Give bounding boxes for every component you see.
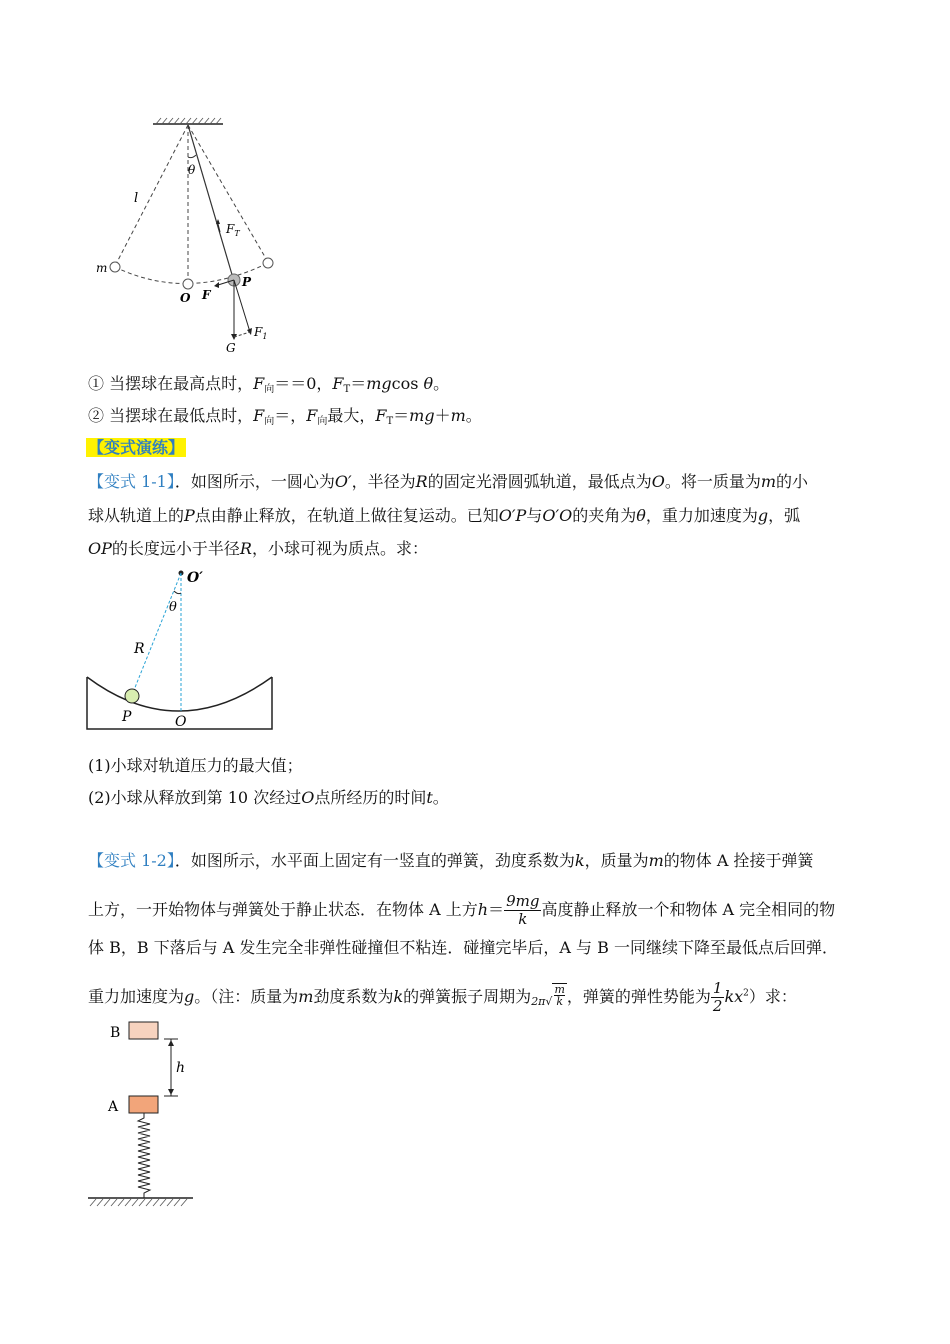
label-m: m (96, 261, 108, 275)
v12-line4: 重力加速度为g。（注：质量为m劲度系数为k的弹簧振子周期为2π√ $\frac{m}{k}$ ，弹簧的弹性势能为 $\frac{1}{2}$ $kx^2$）求： (88, 979, 797, 1015)
label-o2: O (175, 714, 187, 730)
label-theta: θ (188, 163, 196, 177)
label-o: O (180, 291, 191, 305)
line-lowest-point: ② 当摆球在最低点时，$F_向=$，$F_向$最大，$F_T=mg+m$。 (88, 406, 482, 427)
label-b: B (110, 1025, 121, 1041)
arc-track-figure (84, 565, 284, 735)
label-g: G (226, 341, 236, 355)
label-l: l (134, 191, 139, 206)
fraction-9mg-k: $\frac{9mg}{k}$ (506, 892, 540, 928)
fraction-half: $\frac{1}{2}$ (712, 979, 723, 1015)
v11-label: 【变式 1-1】 (88, 472, 175, 491)
label-r: R (134, 641, 145, 657)
label-f: F (202, 288, 211, 302)
v12-label: 【变式 1-2】 (88, 851, 175, 870)
label-a: A (108, 1099, 119, 1115)
label-theta2: θ (169, 600, 177, 615)
pendulum-figure (88, 112, 298, 357)
v11-line2: 球从轨道上的P点由静止释放，在轨道上做往复运动。已知O′P与O′O的夹角为θ，重力加速度为g，弧 (88, 506, 801, 525)
v11-question1: (1)小球对轨道压力的最大值； (88, 756, 303, 775)
v12-line3: 体 B，B 下落后与 A 发生完全非弹性碰撞但不粘连．碰撞完毕后，A 与 B 一同继续下降至最低点后回弹． (88, 938, 838, 957)
label-f1: $F_1$ (254, 325, 268, 341)
v11-question2: (2)小球从释放到第 10 次经过O点所经历的时间t。 (88, 788, 449, 807)
v12-line2: 上方，一开始物体与弹簧处于静止状态．在物体 A 上方h＝ $\frac{9mg}{k}$ 高度静止释放一个和物体 A 完全相同的物 (88, 892, 836, 928)
label-oprime: O′ (187, 570, 203, 586)
spring-figure (88, 1018, 228, 1213)
label-p: P (242, 275, 252, 289)
line-highest-point: ① 当摆球在最高点时，$F_向==0$，$F_T=mgcos$ θ。 (88, 374, 450, 395)
section-title: 【变式演练】 (88, 438, 185, 457)
period-formula: 2π√ $\frac{m}{k}$ (531, 982, 565, 1008)
label-p2: P (122, 709, 132, 725)
v11-line1: 【变式 1-1】．如图所示，一圆心为O′，半径为R的固定光滑圆弧轨道，最低点为O。将一质量为m的小 (88, 472, 809, 491)
label-h: h (176, 1060, 186, 1076)
label-ft: $F_T$ (226, 222, 240, 238)
v12-line1: 【变式 1-2】．如图所示，水平面上固定有一竖直的弹簧，劲度系数为k，质量为m的物体 A 拴接于弹簧 (88, 851, 814, 870)
v11-line3: OP的长度远小于半径R，小球可视为质点。求： (88, 539, 428, 558)
